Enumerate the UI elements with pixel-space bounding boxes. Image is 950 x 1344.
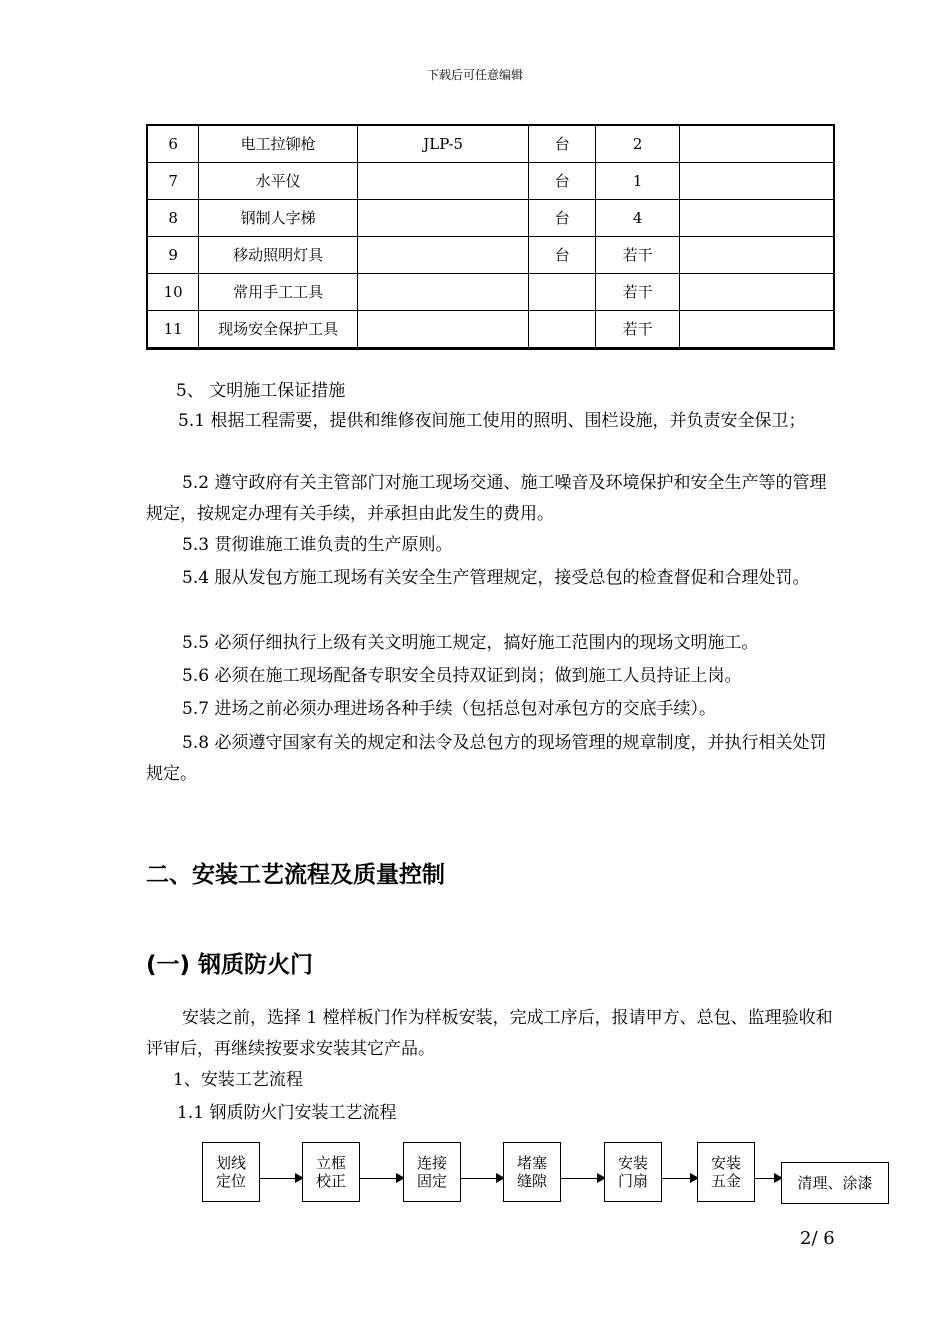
table-cell-model [357,311,529,349]
section5-item: 5.6 必须在施工现场配备专职安全员持双证到岗；做到施工人员持证上岗。 [182,666,742,686]
table-cell-unit: 台 [529,163,596,200]
section5-item: 5.3 贯彻谁施工谁负责的生产原则。 [182,535,453,555]
section5-item: 5.4 服从发包方施工现场有关安全生产管理规定，接受总包的检查督促和合理处罚。 [182,568,810,588]
table-cell-name: 移动照明灯具 [199,237,358,274]
subheading-steel-door-process: 1.1 钢质防火门安装工艺流程 [177,1103,397,1123]
flow-step: 堵塞 缝隙 [503,1142,561,1202]
table-row [147,274,834,311]
table-cell-note [679,125,834,163]
section5-item: 5.5 必须仔细执行上级有关文明施工规定，搞好施工范围内的现场文明施工。 [182,633,759,653]
section5-item: 5.2 遵守政府有关主管部门对施工现场交通、施工噪音及环境保护和安全生产等的管理规定，按规定办理有关手续，并承担由此发生的费用。 [146,473,827,524]
table-cell-model [357,274,529,311]
table-row [147,200,834,237]
section5-item: 5.8 必须遵守国家有关的规定和法令及总包方的现场管理的规章制度，并执行相关处罚规定。 [146,733,827,784]
table-cell-unit [529,274,596,311]
table-row [147,237,834,274]
flow-arrow [755,1178,781,1179]
table-cell-name: 电工拉铆枪 [199,125,358,163]
table-cell-unit: 台 [529,237,596,274]
table-cell-qty: 1 [596,163,680,200]
table-cell-unit: 台 [529,125,596,163]
table-cell-name: 钢制人字梯 [199,200,358,237]
table-cell-no: 10 [147,274,199,311]
table-cell-model [357,200,529,237]
table-cell-qty: 若干 [596,311,680,349]
table-cell-qty: 2 [596,125,680,163]
section5-title: 5、 文明施工保证措施 [176,381,346,401]
table-cell-qty: 若干 [596,237,680,274]
table-cell-note [679,274,834,311]
flow-step: 立框 校正 [302,1142,360,1202]
table-cell-note [679,237,834,274]
table-row [147,163,834,200]
section5-item: 5.7 进场之前必须办理进场各种手续（包括总包对承包方的交底手续）。 [182,699,716,719]
table-cell-model [357,237,529,274]
table-cell-no: 7 [147,163,199,200]
table-cell-model [357,163,529,200]
flow-step: 安装 五金 [697,1142,755,1202]
section5-item: 5.1 根据工程需要，提供和维修夜间施工使用的照明、围栏设施，并负责安全保卫； [178,411,806,431]
flow-step: 划线 定位 [202,1142,260,1202]
table-cell-qty: 4 [596,200,680,237]
flow-step: 连接 固定 [403,1142,461,1202]
table-cell-unit: 台 [529,200,596,237]
flow-arrow [461,1178,503,1179]
page-number: 2/ 6 [800,1228,835,1249]
heading-installation-process: 二、安装工艺流程及质量控制 [146,862,445,888]
table-cell-model: JLP-5 [357,125,529,163]
table-cell-note [679,200,834,237]
flow-step-final: 清理、涂漆 [781,1162,889,1204]
flow-arrow [360,1178,403,1179]
subheading-process: 1、安装工艺流程 [173,1070,303,1090]
table-cell-unit [529,311,596,349]
table-cell-name: 常用手工工具 [199,274,358,311]
table-cell-note [679,311,834,349]
table-cell-name: 现场安全保护工具 [199,311,358,349]
table-cell-note [679,163,834,200]
table-cell-no: 11 [147,311,199,349]
table-cell-name: 水平仪 [199,163,358,200]
table-cell-no: 6 [147,125,199,163]
heading-steel-fire-door: (一) 钢质防火门 [146,952,314,978]
table-cell-qty: 若干 [596,274,680,311]
flow-arrow [260,1178,302,1179]
equipment-table [146,124,835,350]
header-note: 下载后可任意编辑 [426,68,523,82]
flow-arrow [561,1178,604,1179]
table-cell-no: 8 [147,200,199,237]
flow-step: 安装 门扇 [604,1142,662,1202]
intro-paragraph: 安装之前，选择 1 樘样板门作为样板安装，完成工序后，报请甲方、总包、监理验收和评审后，再继续按要求安装其它产品。 [146,1008,833,1059]
flow-arrow [662,1178,697,1179]
table-cell-no: 9 [147,237,199,274]
table-row [147,125,834,163]
table-row [147,311,834,349]
